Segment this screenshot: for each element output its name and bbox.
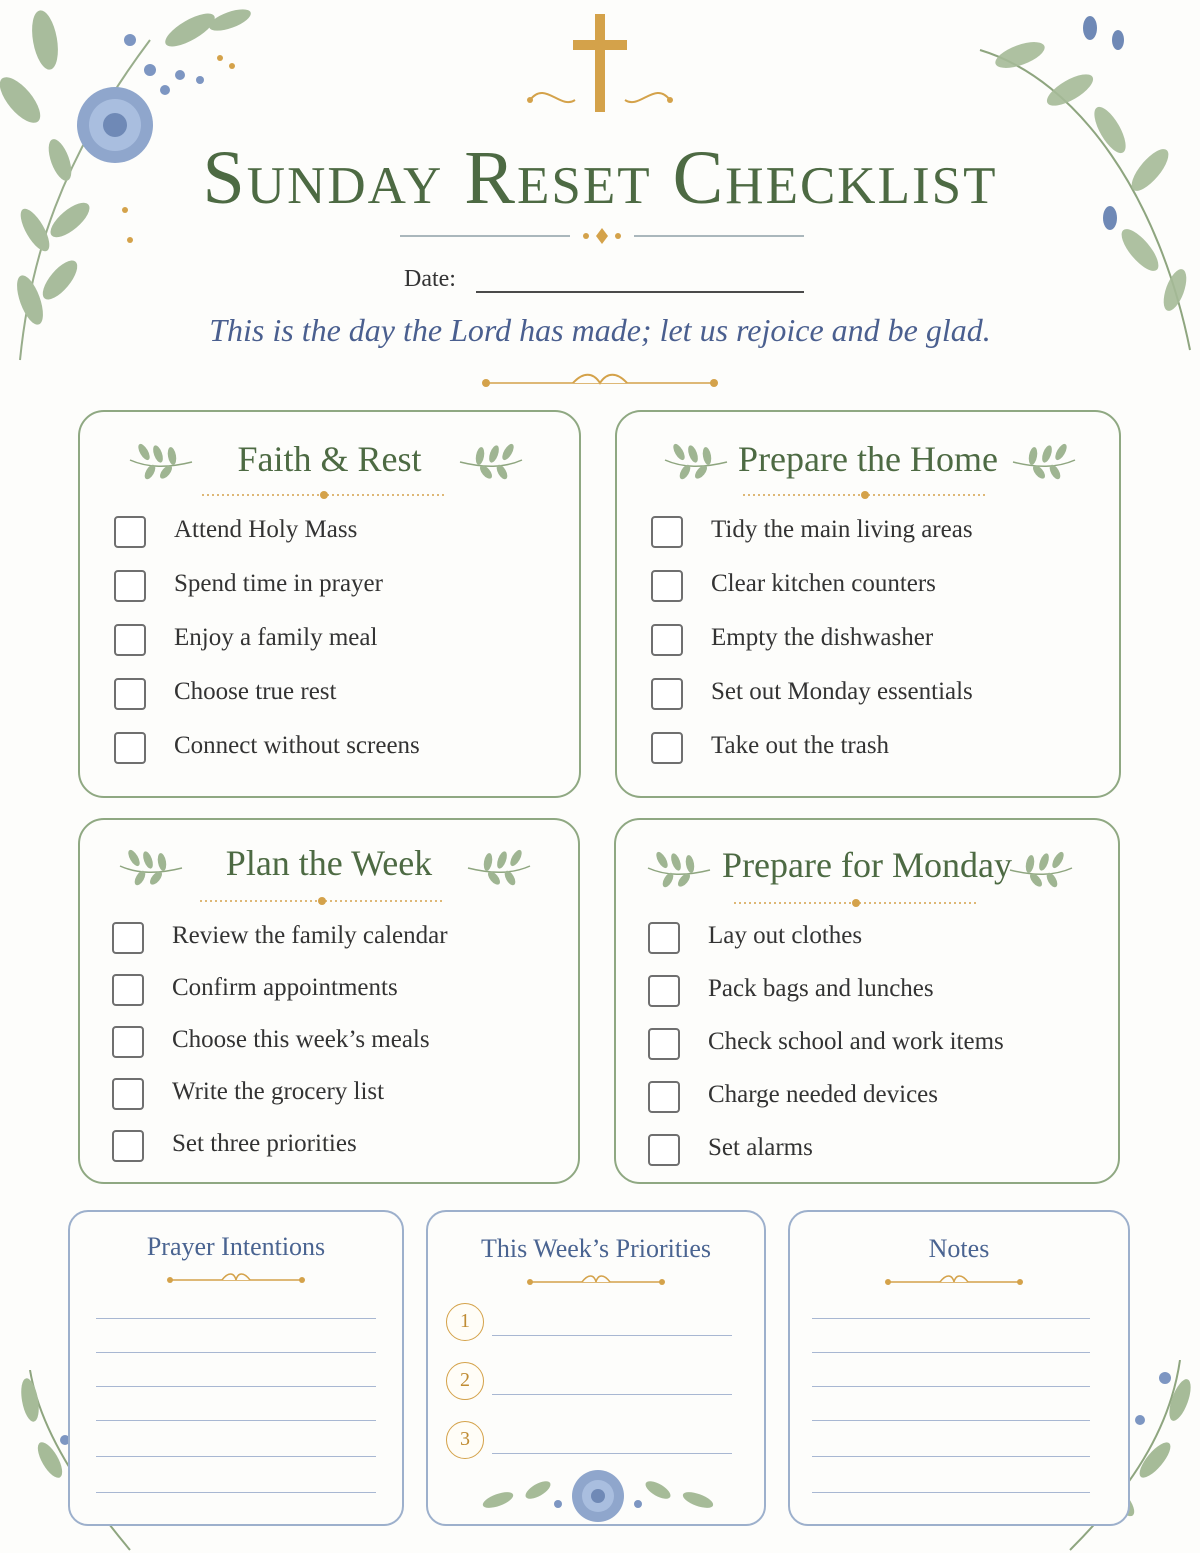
plan-week-card bbox=[78, 818, 580, 1184]
prayer-intentions-box bbox=[68, 1210, 404, 1526]
item-label: Connect without screens bbox=[174, 732, 420, 759]
prepare-home-card bbox=[615, 410, 1121, 798]
checkbox[interactable] bbox=[651, 732, 683, 764]
writing-line[interactable] bbox=[96, 1318, 376, 1319]
checklist-item[interactable] bbox=[112, 918, 558, 970]
card-title: Plan the Week bbox=[225, 843, 433, 883]
checklist-item[interactable] bbox=[648, 1130, 1098, 1183]
checklist-item[interactable] bbox=[114, 566, 559, 620]
checkbox[interactable] bbox=[112, 1026, 144, 1058]
leaf-sprig-icon bbox=[1008, 846, 1074, 890]
priority-number: 3 bbox=[446, 1421, 484, 1459]
date-label: Date: bbox=[404, 266, 456, 292]
checklist-item[interactable] bbox=[114, 512, 559, 566]
writing-line[interactable] bbox=[812, 1456, 1090, 1457]
checklist-item[interactable] bbox=[114, 620, 559, 674]
writing-line[interactable] bbox=[812, 1420, 1090, 1421]
checklist-item[interactable] bbox=[651, 512, 1099, 566]
writing-line[interactable] bbox=[812, 1352, 1090, 1353]
card-title: Prepare the Home bbox=[738, 439, 998, 479]
checklist-item[interactable] bbox=[114, 674, 559, 728]
item-label: Confirm appointments bbox=[172, 974, 398, 1001]
checklist-item[interactable] bbox=[651, 728, 1099, 782]
prepare-monday-card bbox=[614, 818, 1120, 1184]
writing-line[interactable] bbox=[96, 1492, 376, 1493]
checklist-item[interactable] bbox=[648, 1024, 1098, 1077]
item-label: Empty the dishwasher bbox=[711, 624, 934, 651]
priority-line[interactable] bbox=[492, 1453, 732, 1454]
checkbox[interactable] bbox=[114, 678, 146, 710]
gold-flourish-icon bbox=[884, 1272, 1024, 1292]
checklist-item[interactable] bbox=[112, 970, 558, 1022]
blue-flower-icon bbox=[458, 1464, 738, 1526]
item-label: Take out the trash bbox=[711, 732, 890, 759]
checklist-item[interactable] bbox=[112, 1126, 558, 1178]
item-label: Clear kitchen counters bbox=[711, 570, 936, 597]
priority-line[interactable] bbox=[492, 1394, 732, 1395]
checkbox[interactable] bbox=[648, 975, 680, 1007]
checklist-item[interactable] bbox=[648, 971, 1098, 1024]
checklist-item[interactable] bbox=[651, 566, 1099, 620]
box-title: This Week’s Priorities bbox=[481, 1234, 711, 1263]
checkbox[interactable] bbox=[112, 1078, 144, 1110]
item-label: Enjoy a family meal bbox=[174, 624, 378, 651]
writing-line[interactable] bbox=[812, 1318, 1090, 1319]
gold-flourish-icon bbox=[166, 1270, 306, 1290]
checklist-item[interactable] bbox=[648, 918, 1098, 971]
checkbox[interactable] bbox=[112, 974, 144, 1006]
item-label: Pack bags and lunches bbox=[708, 975, 934, 1002]
page-title: Sunday Reset Checklist bbox=[202, 136, 998, 220]
dotted-divider bbox=[734, 898, 978, 908]
item-label: Charge needed devices bbox=[708, 1081, 938, 1108]
checklist-item[interactable] bbox=[648, 1077, 1098, 1130]
item-label: Review the family calendar bbox=[172, 922, 448, 949]
checkbox[interactable] bbox=[112, 1130, 144, 1162]
checkbox[interactable] bbox=[651, 624, 683, 656]
checklist-item[interactable] bbox=[651, 674, 1099, 728]
dotted-divider bbox=[202, 490, 446, 500]
date-input-line[interactable] bbox=[476, 291, 804, 293]
writing-line[interactable] bbox=[96, 1352, 376, 1353]
item-label: Lay out clothes bbox=[708, 922, 863, 949]
checkbox[interactable] bbox=[651, 516, 683, 548]
checkbox[interactable] bbox=[651, 570, 683, 602]
box-title: Notes bbox=[928, 1234, 990, 1263]
gold-flourish-icon bbox=[526, 1272, 666, 1292]
scripture-verse: This is the day the Lord has made; let us rejoice and be glad. bbox=[209, 312, 991, 348]
writing-line[interactable] bbox=[96, 1456, 376, 1457]
weekly-priorities-box bbox=[426, 1210, 766, 1526]
dotted-divider bbox=[743, 490, 987, 500]
writing-line[interactable] bbox=[812, 1492, 1090, 1493]
title-divider bbox=[400, 224, 804, 248]
faith-rest-card bbox=[78, 410, 581, 798]
checkbox[interactable] bbox=[648, 922, 680, 954]
item-label: Tidy the main living areas bbox=[711, 516, 973, 543]
checkbox[interactable] bbox=[648, 1028, 680, 1060]
item-label: Set three priorities bbox=[172, 1130, 357, 1157]
priority-line[interactable] bbox=[492, 1335, 732, 1336]
gold-flourish-divider bbox=[478, 368, 722, 398]
box-title: Prayer Intentions bbox=[146, 1232, 326, 1261]
checkbox[interactable] bbox=[114, 624, 146, 656]
item-label: Set alarms bbox=[708, 1134, 813, 1161]
checklist-item[interactable] bbox=[112, 1022, 558, 1074]
item-label: Choose this week’s meals bbox=[172, 1026, 430, 1053]
item-label: Check school and work items bbox=[708, 1028, 1004, 1055]
priority-number: 1 bbox=[446, 1303, 484, 1341]
gold-flourish-icon bbox=[520, 70, 680, 120]
checkbox[interactable] bbox=[648, 1081, 680, 1113]
notes-box bbox=[788, 1210, 1130, 1526]
leaf-sprig-icon bbox=[466, 844, 532, 888]
writing-line[interactable] bbox=[812, 1386, 1090, 1387]
checkbox[interactable] bbox=[114, 732, 146, 764]
item-label: Set out Monday essentials bbox=[711, 678, 973, 705]
checkbox[interactable] bbox=[112, 922, 144, 954]
leaf-sprig-icon bbox=[458, 438, 524, 482]
writing-line[interactable] bbox=[96, 1420, 376, 1421]
writing-line[interactable] bbox=[96, 1386, 376, 1387]
item-label: Spend time in prayer bbox=[174, 570, 383, 597]
checklist-item[interactable] bbox=[651, 620, 1099, 674]
checklist-item[interactable] bbox=[112, 1074, 558, 1126]
checklist-item[interactable] bbox=[114, 728, 559, 782]
card-title: Faith & Rest bbox=[237, 439, 422, 479]
checkbox[interactable] bbox=[114, 516, 146, 548]
checkbox[interactable] bbox=[114, 570, 146, 602]
priority-number: 2 bbox=[446, 1362, 484, 1400]
item-label: Attend Holy Mass bbox=[174, 516, 358, 543]
checkbox[interactable] bbox=[651, 678, 683, 710]
leaf-sprig-icon bbox=[1011, 438, 1077, 482]
card-title: Prepare for Monday bbox=[722, 845, 1012, 885]
item-label: Write the grocery list bbox=[172, 1078, 385, 1105]
checkbox[interactable] bbox=[648, 1134, 680, 1166]
item-label: Choose true rest bbox=[174, 678, 337, 705]
dotted-divider bbox=[200, 896, 444, 906]
